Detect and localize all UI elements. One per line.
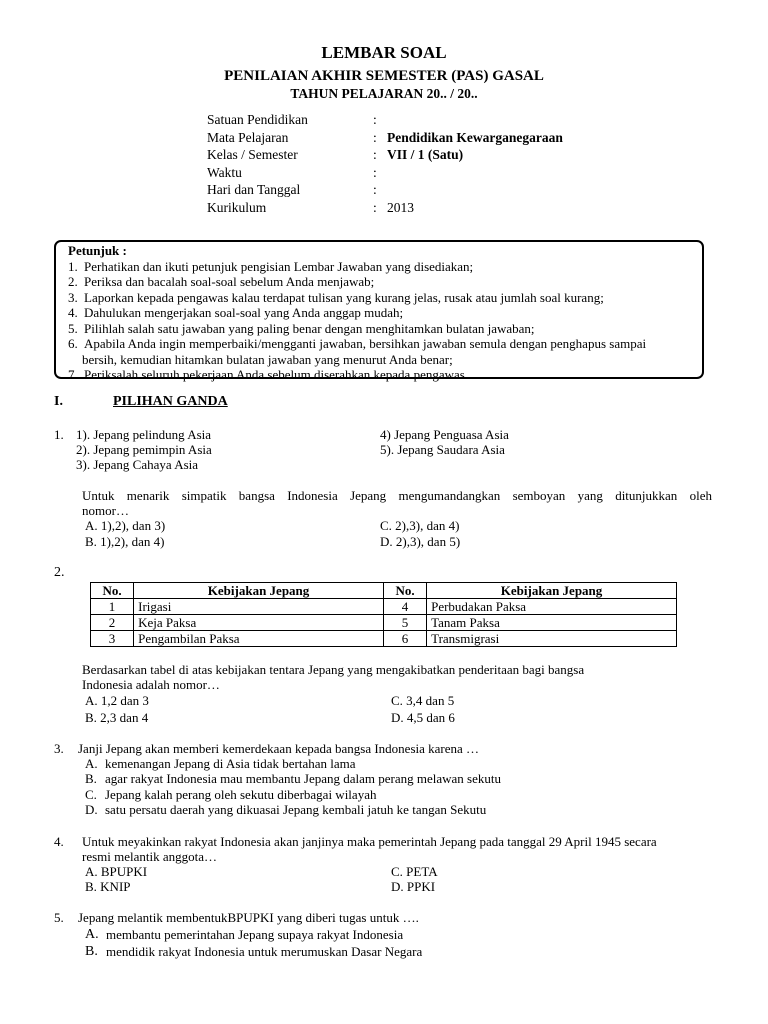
instruction-text: Perhatikan dan ikuti petunjuk pengisian Lembar Jawaban yang disediakan;	[84, 258, 474, 274]
question-number: 3.	[54, 741, 64, 756]
answer-option: D. 2),3), dan 5)	[380, 534, 461, 549]
info-label: Mata Pelajaran	[207, 129, 289, 145]
instruction-number: 7.	[68, 367, 78, 382]
option-text: kemenangan Jepang di Asia tidak bertahan lama	[105, 756, 356, 771]
instruction-item	[66, 321, 696, 337]
question-number: 5.	[54, 910, 64, 925]
option-text: mendidik rakyat Indonesia untuk merumuskan Dasar Negara	[106, 944, 423, 959]
option-letter: B.	[85, 944, 98, 959]
instruction-number: 1.	[68, 258, 78, 274]
instruction-text: Laporkan kepada pengawas kalau terdapat tulisan yang kurang jelas, rusak atau jumlah soal kurang;	[84, 289, 604, 305]
instruction-continuation: bersih, kemudian hitamkan bulatan jawaban yang menurut Anda benar;	[82, 351, 453, 367]
exam-subtitle: PENILAIAN AKHIR SEMESTER (PAS) GASAL	[224, 68, 544, 84]
section-title: PILIHAN GANDA	[113, 394, 228, 409]
instructions-title: Petunjuk :	[68, 243, 127, 258]
page-title: LEMBAR SOAL	[321, 43, 447, 62]
info-colon: :	[373, 112, 377, 127]
instruction-number: 3.	[68, 289, 78, 305]
table-cell: Pengambilan Paksa	[134, 631, 384, 647]
table-cell: 5	[383, 615, 426, 631]
question-number: 2.	[54, 565, 65, 580]
answer-option: D. PPKI	[391, 879, 436, 894]
info-colon: :	[373, 182, 377, 197]
instruction-item	[66, 305, 696, 321]
table-cell: 4	[383, 599, 426, 615]
table-cell: 1	[91, 599, 134, 615]
info-label: Hari dan Tanggal	[207, 182, 301, 197]
option-text: agar rakyat Indonesia mau membantu Jepang dalam perang melawan sekutu	[105, 771, 501, 786]
info-label: Kelas / Semester	[207, 147, 298, 162]
instruction-text: Apabila Anda ingin memperbaiki/mengganti jawaban, bersihkan jawaban semula dengan penghapus sampai	[84, 336, 647, 351]
section-number: I.	[54, 394, 63, 409]
info-value: Pendidikan Kewarganegaraan	[387, 129, 563, 145]
table-header-row	[91, 583, 677, 599]
answer-option: B. 2,3 dan 4	[85, 710, 149, 725]
answer-option: A. 1,2 dan 3	[85, 693, 149, 708]
table-cell: Perbudakan Paksa	[427, 599, 677, 615]
table-cell: Tanam Paksa	[427, 615, 677, 631]
instruction-item	[66, 259, 696, 275]
option-letter: D.	[85, 802, 98, 817]
option-letter: B.	[85, 771, 97, 786]
instruction-item	[66, 336, 696, 352]
instructions-list	[68, 259, 696, 383]
table-cell: Irigasi	[134, 599, 384, 615]
info-label: Waktu	[207, 164, 242, 180]
option-letter: A.	[85, 756, 98, 771]
option-letter: A.	[85, 927, 99, 942]
table-cell: Keja Paksa	[134, 615, 384, 631]
question-stem: Janji Jepang akan memberi kemerdekaan kepada bangsa Indonesia karena …	[78, 741, 480, 756]
instruction-item	[66, 367, 696, 383]
question-stem: nomor…	[82, 503, 129, 518]
instruction-number: 4.	[68, 305, 78, 320]
q1-list-item: 4) Jepang Penguasa Asia	[380, 427, 509, 442]
instruction-number: 5.	[68, 320, 78, 336]
question-stem: Berdasarkan tabel di atas kebijakan tentara Jepang yang mengakibatkan penderitaan bagi bangsa	[82, 662, 585, 677]
info-colon: :	[373, 199, 377, 215]
info-colon: :	[373, 129, 377, 145]
info-label: Satuan Pendidikan	[207, 112, 308, 127]
table-cell: 3	[91, 631, 134, 647]
table-cell: Transmigrasi	[427, 631, 677, 647]
info-value: VII / 1 (Satu)	[387, 147, 464, 162]
table-row	[91, 599, 677, 615]
option-text: membantu pemerintahan Jepang supaya rakyat Indonesia	[106, 927, 404, 942]
table-cell: 2	[91, 615, 134, 631]
table-header: No.	[91, 583, 134, 599]
q1-list-item: 2). Jepang pemimpin Asia	[76, 442, 212, 457]
instruction-number: 6.	[68, 336, 78, 351]
info-value: 2013	[387, 199, 414, 215]
answer-option: A. BPUPKI	[85, 864, 148, 879]
answer-option: D. 4,5 dan 6	[391, 710, 455, 725]
instructions-box	[54, 240, 704, 382]
instruction-item	[66, 290, 696, 306]
instruction-number: 2.	[68, 274, 78, 289]
q1-list-item: 5). Jepang Saudara Asia	[380, 442, 505, 457]
info-label: Kurikulum	[207, 199, 267, 215]
instruction-text: Periksalah seluruh pekerjaan Anda sebelum diserahkan kepada pengawas.	[84, 367, 469, 382]
instruction-text: Periksa dan bacalah soal-soal sebelum Anda menjawab;	[84, 274, 375, 289]
table-header: No.	[383, 583, 426, 599]
answer-option: B. 1),2), dan 4)	[85, 534, 165, 549]
instruction-item	[66, 274, 696, 290]
option-letter: C.	[85, 787, 97, 802]
answer-option: C. 2),3), dan 4)	[380, 518, 460, 533]
question-number: 4.	[54, 834, 64, 849]
answer-option: B. KNIP	[85, 879, 131, 894]
info-colon: :	[373, 147, 377, 162]
instruction-text: Pilihlah salah satu jawaban yang paling benar dengan menghitamkan bulatan jawaban;	[84, 320, 535, 336]
question-stem: resmi melantik anggota…	[82, 849, 218, 864]
q1-list-item: 3). Jepang Cahaya Asia	[76, 457, 199, 472]
option-text: Jepang kalah perang oleh sekutu diberbagai wilayah	[105, 787, 377, 802]
answer-option: C. 3,4 dan 5	[391, 693, 455, 708]
question-number: 1.	[54, 427, 64, 442]
table-row	[91, 631, 677, 647]
table-header: Kebijakan Jepang	[427, 583, 677, 599]
instruction-text: Dahulukan mengerjakan soal-soal yang Anda anggap mudah;	[84, 305, 404, 320]
question-stem: Jepang melantik membentukBPUPKI yang diberi tugas untuk ….	[78, 910, 419, 925]
question-stem: Untuk meyakinkan rakyat Indonesia akan janjinya maka pemerintah Jepang pada tanggal 29 April 1945 secara	[82, 834, 657, 849]
q1-list-item: 1). Jepang pelindung Asia	[76, 427, 212, 442]
info-colon: :	[373, 164, 377, 180]
option-text: satu persatu daerah yang dikuasai Jepang kembali jatuh ke tangan Sekutu	[105, 802, 487, 817]
question-stem: Indonesia adalah nomor…	[82, 677, 220, 692]
academic-year: TAHUN PELAJARAN 20.. / 20..	[290, 86, 478, 101]
table-row	[91, 615, 677, 631]
policy-table	[90, 582, 677, 647]
answer-option: A. 1),2), dan 3)	[85, 518, 166, 533]
answer-option: C. PETA	[391, 864, 438, 879]
question-stem: Untuk menarik simpatik bangsa Indonesia Jepang mengumandangkan semboyan yang ditunjukkan oleh	[82, 488, 712, 503]
table-header: Kebijakan Jepang	[134, 583, 384, 599]
table-cell: 6	[383, 631, 426, 647]
